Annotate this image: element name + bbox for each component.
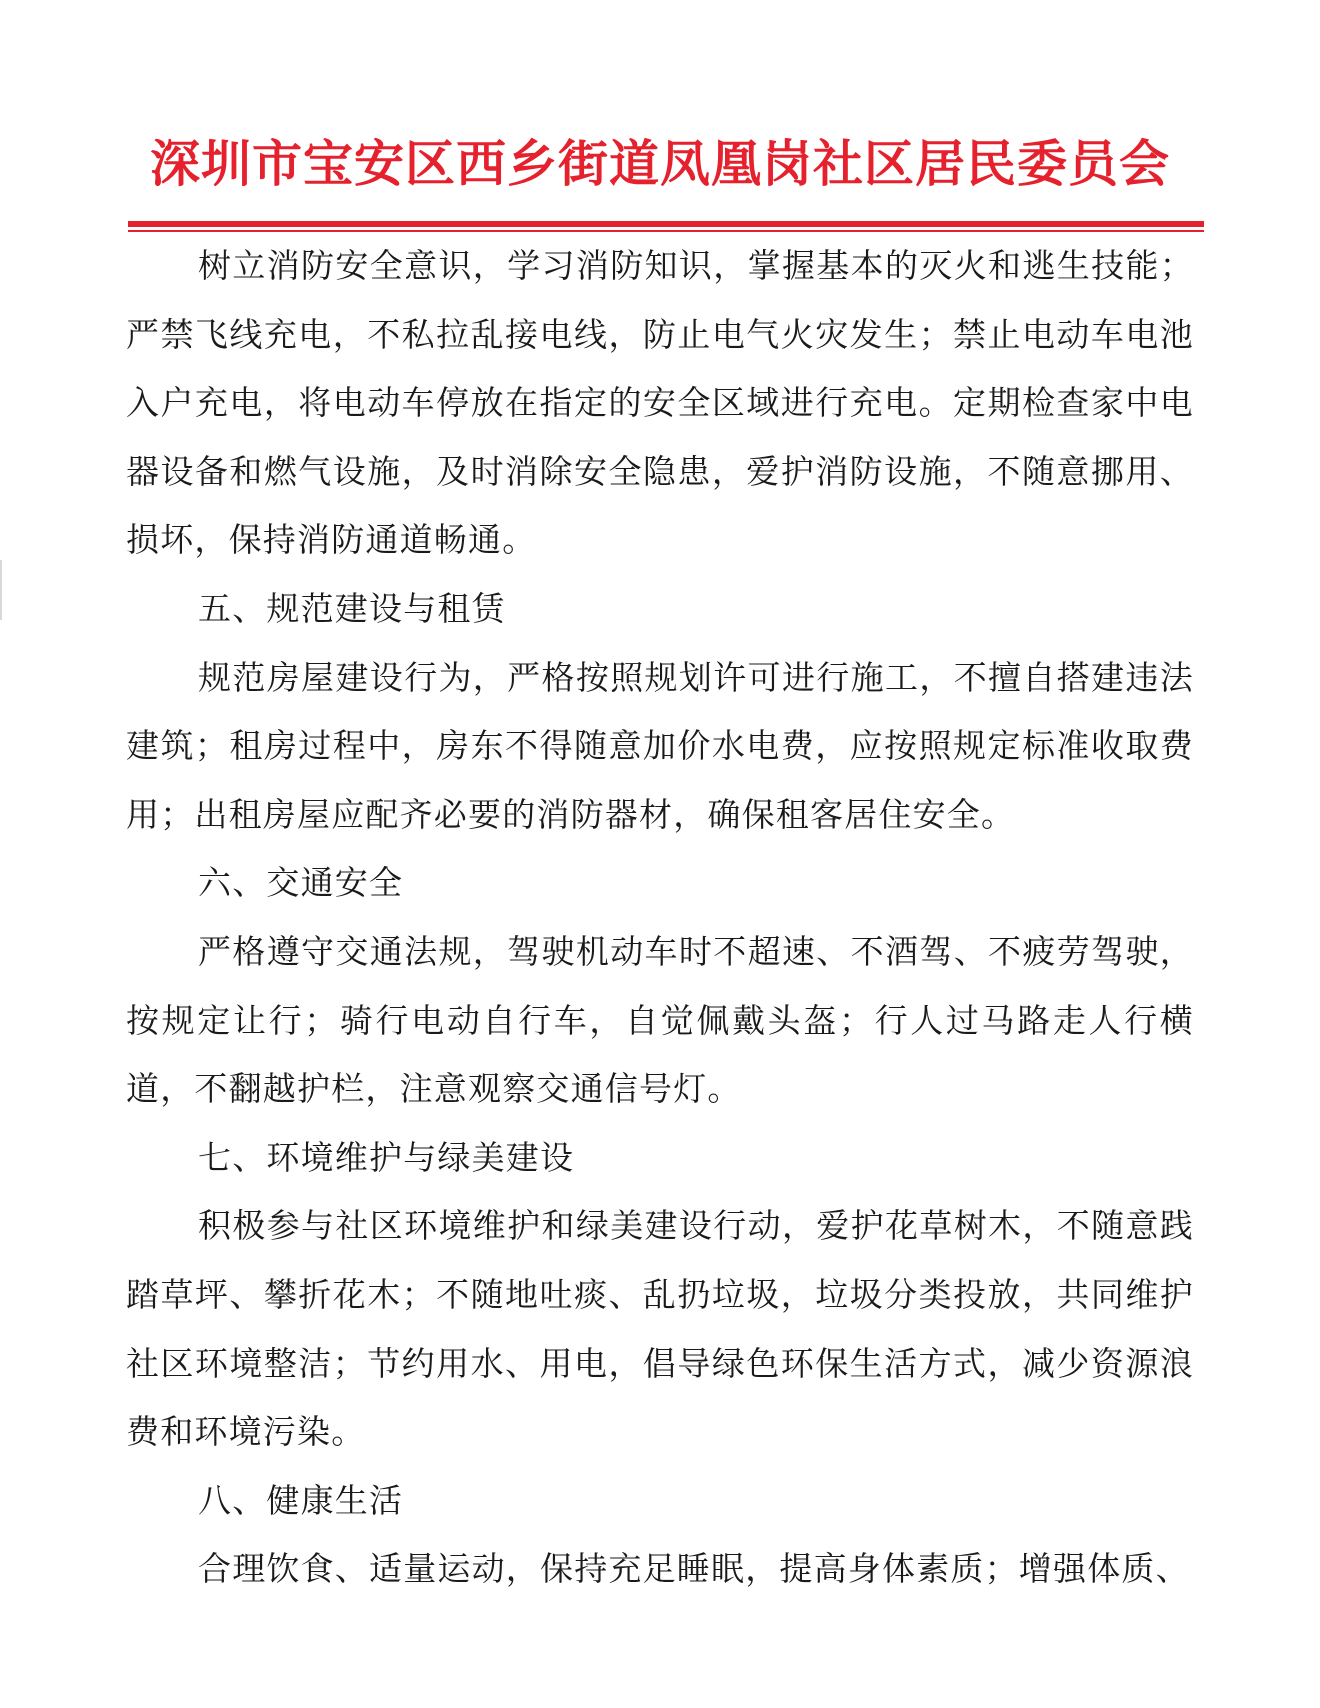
section-heading-7: 七、环境维护与绿美建设 (198, 1137, 575, 1177)
scan-edge-mark (0, 560, 2, 620)
paragraph-construction-rental: 规范房屋建设行为，严格按照规划许可进行施工，不擅自搭建违法建筑；租房过程中，房东不得随意加价水电费，应按照规定标准收取费用；出租房屋应配齐必要的消防器材，确保租客居住安全。 (126, 657, 1194, 834)
section-heading-5: 五、规范建设与租赁 (198, 588, 506, 628)
letterhead-title: 深圳市宝安区西乡街道凤凰岗社区居民委员会 (150, 135, 1170, 193)
paragraph-healthy-living: 合理饮食、适量运动，保持充足睡眠，提高身体素质；增强体质、 (198, 1549, 1190, 1589)
paragraph-fire-safety: 树立消防安全意识，学习消防知识，掌握基本的灭火和逃生技能；严禁飞线充电，不私拉乱接电线，防止电气火灾发生；禁止电动车电池入户充电，将电动车停放在指定的安全区域进行充电。定期检查家中电器设备和燃气设施，及时消除安全隐患，爱护消防设施，不随意挪用、损坏，保持消防通道畅通。 (126, 246, 1194, 560)
section-heading-6: 六、交通安全 (198, 863, 404, 903)
section-heading-8: 八、健康生活 (198, 1480, 404, 1520)
letterhead-rule-thick (128, 221, 1204, 227)
paragraph-environment: 积极参与社区环境维护和绿美建设行动，爱护花草树木，不随意践踏草坪、攀折花木；不随地吐痰、乱扔垃圾，垃圾分类投放，共同维护社区环境整洁；节约用水、用电，倡导绿色环保生活方式，减少资源浪费和环境污染。 (126, 1206, 1194, 1452)
paragraph-traffic-safety: 严格遵守交通法规，驾驶机动车时不超速、不酒驾、不疲劳驾驶，按规定让行；骑行电动自行车，自觉佩戴头盔；行人过马路走人行横道，不翻越护栏，注意观察交通信号灯。 (126, 931, 1194, 1109)
document-body (126, 232, 1194, 1604)
